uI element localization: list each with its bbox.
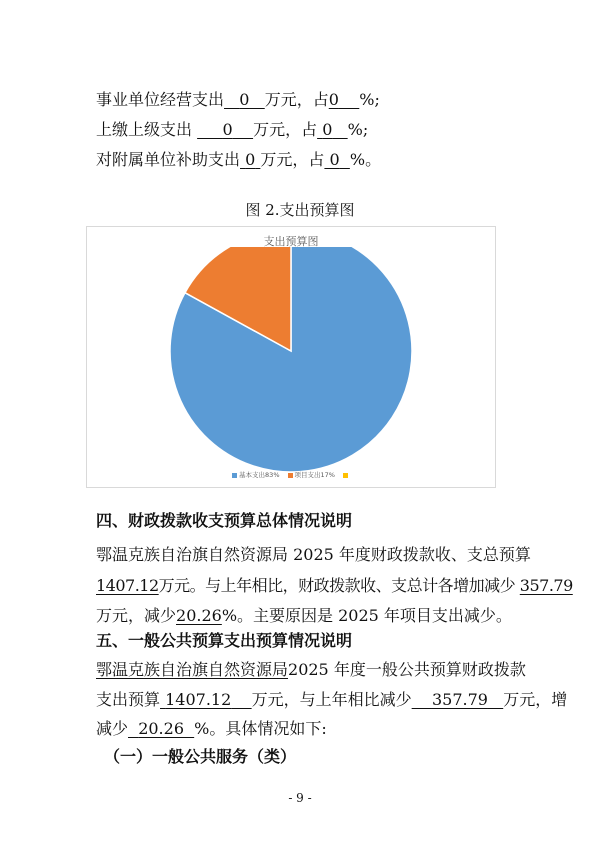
unit-text: 万元，占: [253, 120, 318, 139]
section5-para-line3: 减少 20.26 %。具体情况如下:: [96, 719, 327, 738]
legend-item-2: [343, 471, 350, 479]
section4-para-line3: 万元，减少20.26%。主要原因是 2025 年项目支出减少。: [96, 606, 512, 625]
unit-text: 万元，占: [264, 90, 329, 109]
line-label: 上缴上级支出: [96, 120, 193, 139]
section4-heading: 四、财政拨款收支预算总体情况说明: [96, 511, 353, 530]
legend-swatch: [343, 473, 348, 478]
change-amount: 357.79: [519, 576, 573, 595]
expense-line-business: [96, 90, 380, 110]
amount-field: 0: [239, 90, 250, 109]
subsection-heading: （一）一般公共服务（类）: [104, 747, 297, 766]
legend-swatch: [288, 473, 293, 478]
figure-caption: 图 2.支出预算图: [245, 201, 355, 219]
expense-line-superior: [96, 120, 368, 140]
change-percent: 20.26: [176, 606, 222, 625]
page-number: - 9 -: [288, 791, 312, 805]
suffix-text: %。: [349, 150, 382, 169]
legend-swatch: [232, 473, 237, 478]
legend-label: 基本支出83%: [239, 471, 280, 479]
chart-legend: [87, 470, 495, 479]
line-label: 事业单位经营支出: [96, 90, 225, 109]
section5-heading: 五、一般公共预算支出预算情况说明: [96, 631, 353, 650]
section4-para-line1: 鄂温克族自治旗自然资源局 2025 年度财政拨款收、支总预算: [96, 545, 531, 564]
suffix-text: %;: [347, 120, 369, 139]
pie-svg: [87, 247, 495, 479]
unit-text: 万元，占: [260, 150, 325, 169]
section5-para-line1: 鄂温克族自治旗自然资源局2025 年度一般公共预算财政拨款: [96, 660, 526, 679]
legend-item-1: [288, 470, 335, 479]
chart-title: 支出预算图: [263, 235, 319, 248]
legend-label: 项目支出17%: [294, 471, 335, 479]
amount-field: 1407.12: [165, 690, 232, 709]
percent-field: 0: [328, 90, 339, 109]
change-field: 357.79: [431, 690, 488, 709]
section5-para-line2: 支出预算 1407.12 万元，与上年相比减少 357.79 万元，增: [96, 690, 568, 709]
percent-field: 0: [322, 120, 333, 139]
amount-field: 0: [245, 150, 256, 169]
percent-field: 20.26: [138, 719, 184, 738]
line-label: 对附属单位补助支出: [96, 150, 241, 169]
percent-field: 0: [329, 150, 340, 169]
amount-field: 0: [222, 120, 233, 139]
pie-chart: [86, 226, 496, 488]
expense-line-subsidy: [96, 150, 381, 170]
total-amount: 1407.12: [96, 576, 159, 595]
legend-item-0: [232, 470, 279, 479]
suffix-text: %;: [359, 90, 380, 109]
org-name: 鄂温克族自治旗自然资源局: [96, 660, 289, 679]
section4-para-line2: 1407.12万元。与上年相比，财政拨款收、支总计各增加减少 357.79: [96, 576, 573, 595]
